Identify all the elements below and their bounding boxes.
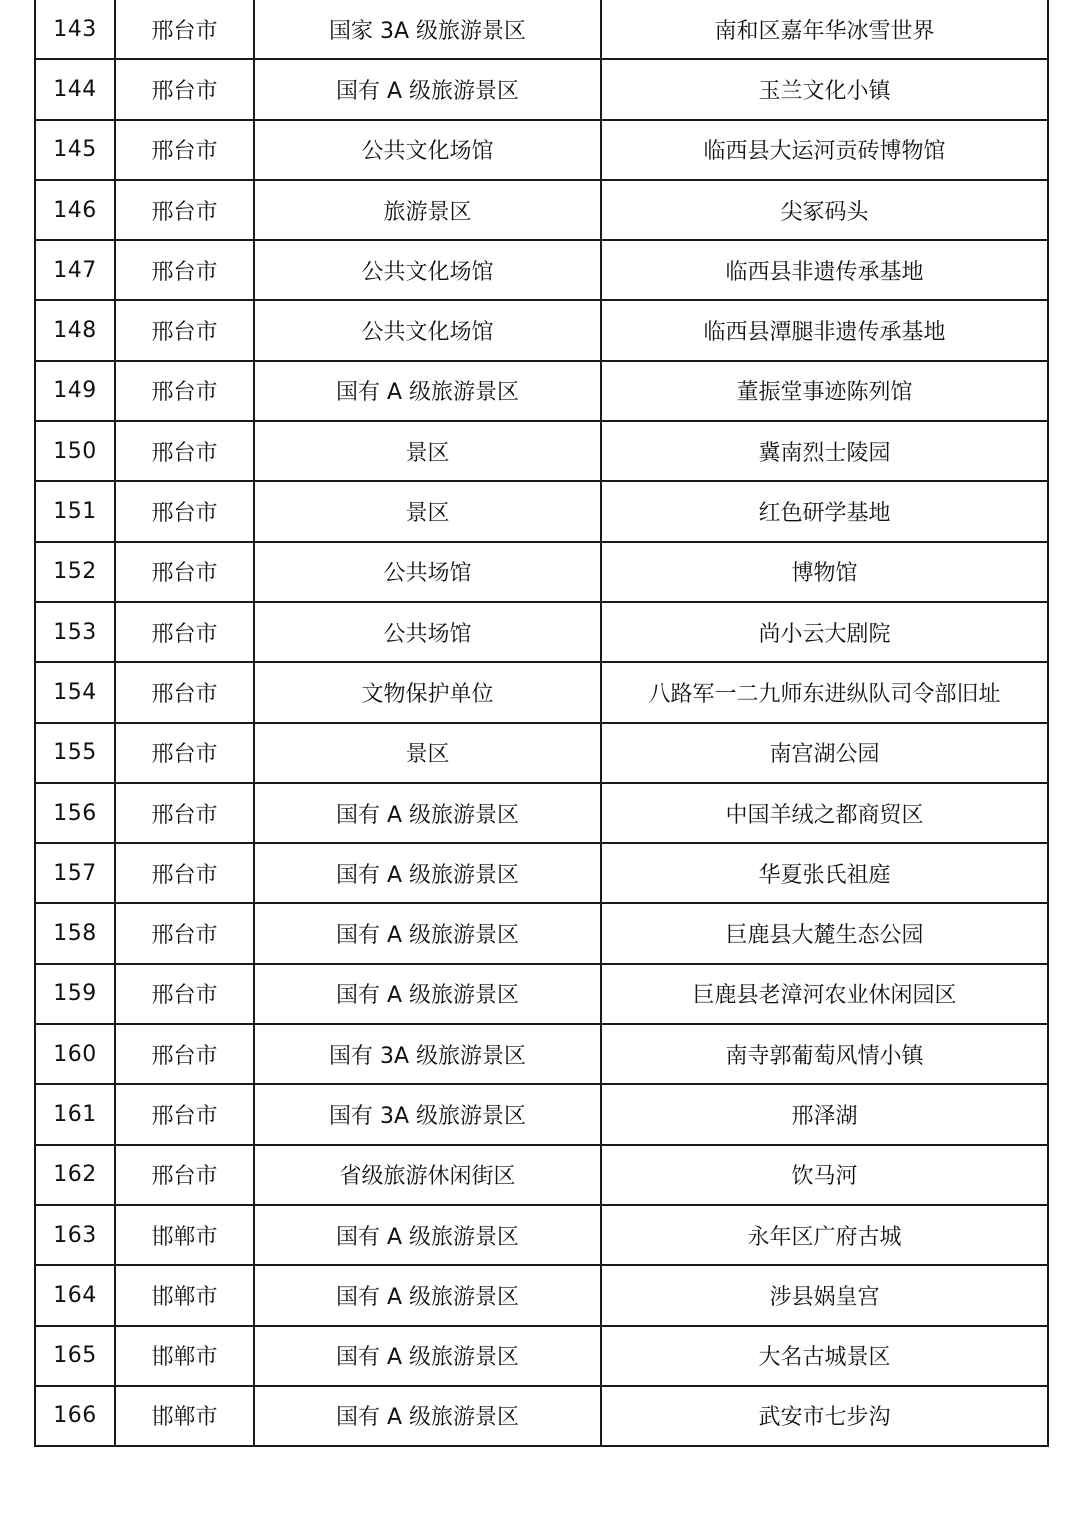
city-cell: 邢台市 [115, 361, 254, 421]
category-cell: 景区 [254, 421, 601, 481]
category-cell: 景区 [254, 723, 601, 783]
category-cell: 国有 A 级旅游景区 [254, 1326, 601, 1386]
category-cell: 国家 3A 级旅游景区 [254, 0, 601, 59]
table-row [35, 1386, 1048, 1446]
row-number-cell: 143 [35, 0, 115, 59]
venue-name-cell: 中国羊绒之都商贸区 [601, 783, 1048, 843]
category-cell: 国有 A 级旅游景区 [254, 964, 601, 1024]
city-cell: 邢台市 [115, 300, 254, 360]
city-cell: 邢台市 [115, 662, 254, 722]
venue-name-cell: 尚小云大剧院 [601, 602, 1048, 662]
category-cell: 公共场馆 [254, 602, 601, 662]
category-cell: 景区 [254, 481, 601, 541]
category-cell: 国有 A 级旅游景区 [254, 1265, 601, 1325]
table-row [35, 240, 1048, 300]
row-number-cell: 154 [35, 662, 115, 722]
city-cell: 邢台市 [115, 843, 254, 903]
venue-name-cell: 邢泽湖 [601, 1084, 1048, 1144]
table-row [35, 1024, 1048, 1084]
city-cell: 邢台市 [115, 180, 254, 240]
row-number-cell: 156 [35, 783, 115, 843]
row-number-cell: 158 [35, 903, 115, 963]
row-number-cell: 166 [35, 1386, 115, 1446]
row-number-cell: 145 [35, 120, 115, 180]
table-row [35, 1326, 1048, 1386]
city-cell: 邢台市 [115, 240, 254, 300]
venue-name-cell: 南宫湖公园 [601, 723, 1048, 783]
city-cell: 邯郸市 [115, 1386, 254, 1446]
row-number-cell: 146 [35, 180, 115, 240]
venue-name-cell: 南寺郭葡萄风情小镇 [601, 1024, 1048, 1084]
city-cell: 邢台市 [115, 59, 254, 119]
category-cell: 国有 A 级旅游景区 [254, 59, 601, 119]
table-row [35, 1265, 1048, 1325]
row-number-cell: 151 [35, 481, 115, 541]
city-cell: 邢台市 [115, 1024, 254, 1084]
venue-name-cell: 临西县大运河贡砖博物馆 [601, 120, 1048, 180]
venue-name-cell: 红色研学基地 [601, 481, 1048, 541]
row-number-cell: 148 [35, 300, 115, 360]
table-row [35, 783, 1048, 843]
venue-name-cell: 大名古城景区 [601, 1326, 1048, 1386]
row-number-cell: 160 [35, 1024, 115, 1084]
row-number-cell: 147 [35, 240, 115, 300]
venue-name-cell: 涉县娲皇宫 [601, 1265, 1048, 1325]
city-cell: 邢台市 [115, 421, 254, 481]
table-row [35, 662, 1048, 722]
city-cell: 邢台市 [115, 542, 254, 602]
category-cell: 公共文化场馆 [254, 300, 601, 360]
venue-name-cell: 临西县非遗传承基地 [601, 240, 1048, 300]
venue-name-cell: 巨鹿县大麓生态公园 [601, 903, 1048, 963]
category-cell: 公共文化场馆 [254, 240, 601, 300]
city-cell: 邢台市 [115, 964, 254, 1024]
city-cell: 邢台市 [115, 903, 254, 963]
city-cell: 邯郸市 [115, 1326, 254, 1386]
table-row [35, 300, 1048, 360]
city-cell: 邢台市 [115, 1145, 254, 1205]
table-row [35, 180, 1048, 240]
city-cell: 邢台市 [115, 0, 254, 59]
venue-name-cell: 冀南烈士陵园 [601, 421, 1048, 481]
city-cell: 邢台市 [115, 783, 254, 843]
row-number-cell: 149 [35, 361, 115, 421]
row-number-cell: 155 [35, 723, 115, 783]
table-row [35, 1205, 1048, 1265]
category-cell: 旅游景区 [254, 180, 601, 240]
table-row [35, 602, 1048, 662]
row-number-cell: 164 [35, 1265, 115, 1325]
table-row [35, 964, 1048, 1024]
city-cell: 邢台市 [115, 723, 254, 783]
table-row [35, 542, 1048, 602]
row-number-cell: 162 [35, 1145, 115, 1205]
table-row [35, 723, 1048, 783]
row-number-cell: 153 [35, 602, 115, 662]
row-number-cell: 157 [35, 843, 115, 903]
venue-table-container [34, 0, 1047, 1447]
category-cell: 国有 A 级旅游景区 [254, 903, 601, 963]
category-cell: 文物保护单位 [254, 662, 601, 722]
category-cell: 省级旅游休闲街区 [254, 1145, 601, 1205]
venue-name-cell: 饮马河 [601, 1145, 1048, 1205]
table-row [35, 843, 1048, 903]
venue-table-body [35, 0, 1048, 1446]
table-row [35, 120, 1048, 180]
venue-name-cell: 临西县潭腿非遗传承基地 [601, 300, 1048, 360]
table-row [35, 0, 1048, 59]
category-cell: 国有 A 级旅游景区 [254, 361, 601, 421]
venue-name-cell: 巨鹿县老漳河农业休闲园区 [601, 964, 1048, 1024]
table-row [35, 1145, 1048, 1205]
row-number-cell: 152 [35, 542, 115, 602]
table-row [35, 59, 1048, 119]
row-number-cell: 163 [35, 1205, 115, 1265]
table-row [35, 361, 1048, 421]
city-cell: 邢台市 [115, 1084, 254, 1144]
category-cell: 公共文化场馆 [254, 120, 601, 180]
table-row [35, 1084, 1048, 1144]
venue-table [34, 0, 1049, 1447]
category-cell: 国有 A 级旅游景区 [254, 1205, 601, 1265]
row-number-cell: 150 [35, 421, 115, 481]
row-number-cell: 165 [35, 1326, 115, 1386]
table-row [35, 481, 1048, 541]
category-cell: 国有 3A 级旅游景区 [254, 1024, 601, 1084]
row-number-cell: 144 [35, 59, 115, 119]
venue-name-cell: 八路军一二九师东进纵队司令部旧址 [601, 662, 1048, 722]
category-cell: 公共场馆 [254, 542, 601, 602]
venue-name-cell: 博物馆 [601, 542, 1048, 602]
venue-name-cell: 南和区嘉年华冰雪世界 [601, 0, 1048, 59]
row-number-cell: 159 [35, 964, 115, 1024]
city-cell: 邯郸市 [115, 1265, 254, 1325]
venue-name-cell: 尖冢码头 [601, 180, 1048, 240]
row-number-cell: 161 [35, 1084, 115, 1144]
venue-name-cell: 武安市七步沟 [601, 1386, 1048, 1446]
city-cell: 邯郸市 [115, 1205, 254, 1265]
city-cell: 邢台市 [115, 120, 254, 180]
venue-name-cell: 永年区广府古城 [601, 1205, 1048, 1265]
category-cell: 国有 A 级旅游景区 [254, 843, 601, 903]
category-cell: 国有 3A 级旅游景区 [254, 1084, 601, 1144]
city-cell: 邢台市 [115, 602, 254, 662]
venue-name-cell: 玉兰文化小镇 [601, 59, 1048, 119]
category-cell: 国有 A 级旅游景区 [254, 1386, 601, 1446]
city-cell: 邢台市 [115, 481, 254, 541]
table-row [35, 421, 1048, 481]
category-cell: 国有 A 级旅游景区 [254, 783, 601, 843]
venue-name-cell: 华夏张氏祖庭 [601, 843, 1048, 903]
table-row [35, 903, 1048, 963]
venue-name-cell: 董振堂事迹陈列馆 [601, 361, 1048, 421]
